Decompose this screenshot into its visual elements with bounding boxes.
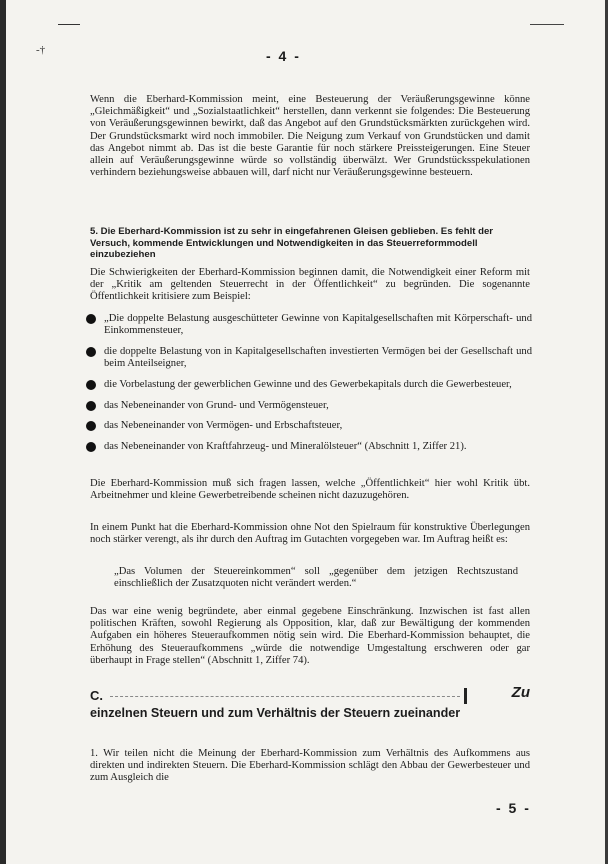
bullet-icon (86, 380, 96, 390)
paragraph-spielraum: In einem Punkt hat die Eberhard-Kommission ohne Not den Spielraum für konstruktive Überlegungen noch stärker verengt, als ihr durch den Auftrag im Gutachten vorgegeben war. Im Auftrag heißt es: (90, 522, 530, 546)
paragraph-direkte-indirekte-steuern: 1. Wir teilen nicht die Meinung der Eberhard-Kommission zum Verhältnis des Aufkommens aus direkten und indirekten Steuern. Die Eberhard-Kommission schlägt den Abbau der Gewerbesteuer und zum Ausgleich die (90, 748, 530, 784)
section-letter: C. (90, 688, 103, 703)
section-heading-5: 5. Die Eberhard-Kommission ist zu sehr in eingefahrenen Gleisen geblieben. Es fehlt der Versuch, kommende Entwicklungen und Notwendigkeiten in das Steuerreformmodell einzubeziehen (90, 226, 494, 261)
list-item (86, 313, 532, 337)
bullet-icon (86, 347, 96, 357)
paragraph-schwierigkeiten: Die Schwierigkeiten der Eberhard-Kommission beginnen damit, die Notwendigkeit einer Reform mit der „Kritik am geltenden Steuerrecht in der Öffentlichkeit“ zu begründen. Die sogenannte Öffentlichkeit kritisiere zum Beispiel: (90, 267, 530, 303)
section-divider (110, 696, 460, 697)
list-item (86, 441, 532, 453)
list-item (86, 346, 532, 370)
bullet-icon (86, 401, 96, 411)
page-number-header: - 4 - (266, 48, 301, 64)
list-item-text: „Die doppelte Belastung ausgeschütteter Gewinne von Kapitalgesellschaften mit Körperschaft- und Einkommensteuer, (104, 313, 532, 337)
criticism-list (86, 313, 532, 462)
paragraph-einschraenkung: Das war eine wenig begründete, aber einmal gegebene Einschränkung. Inzwischen ist fast allen politischen Kräften, sowohl Regierung als Opposition, klar, daß zur Bewältigung der kommenden Aufgaben ein höheres Steueraufkommen nötig sein wird. Die Eberhard-Kommission behauptet, die Erhöhung des Steueraufkommens „würde die notwendige Umgestaltung erschweren oder gar überhaupt in Frage stellen“ (Abschnitt 1, Ziffer 74). (90, 606, 530, 666)
section-title: einzelnen Steuern und zum Verhältnis der Steuern zueinander (90, 706, 461, 720)
list-item-text: das Nebeneinander von Vermögen- und Erbschaftsteuer, (104, 420, 343, 432)
section-c-heading (90, 684, 530, 740)
list-item (86, 379, 532, 391)
list-item-text: die Vorbelastung der gewerblichen Gewinne und des Gewerbekapitals durch die Gewerbesteuer, (104, 378, 512, 390)
bullet-icon (86, 421, 96, 431)
page-number-footer: - 5 - (496, 800, 531, 816)
list-item (86, 400, 532, 412)
quote-auftrag: „Das Volumen der Steuereinkommen“ soll „gegenüber dem jetzigen Rechtszustand einschließlich der Zusatzquoten nicht verändert werden.“ (114, 566, 518, 590)
list-item-text: das Nebeneinander von Grund- und Vermögensteuer, (104, 399, 329, 411)
paragraph-oeffentlichkeit: Die Eberhard-Kommission muß sich fragen lassen, welche „Öffentlichkeit“ hier wohl Kritik übt. Arbeitnehmer und kleine Gewerbetreibende scheinen nicht dazuzugehören. (90, 478, 530, 502)
section-marker-bar (464, 688, 467, 704)
bullet-icon (86, 314, 96, 324)
top-rule-left (58, 24, 80, 25)
bullet-icon (86, 442, 96, 452)
scan-speck: -† (36, 44, 46, 56)
section-title-prefix: Zu (511, 684, 530, 701)
paragraph-veraeusserungsgewinne: Wenn die Eberhard-Kommission meint, eine Besteuerung der Veräußerungsgewinne könne „Gleichmäßigkeit“ und „Sozialstaatlichkeit“ herstellen, dann verkennt sie folgendes: Die Besteuerung von Veräußerungsgewinnen bewirkt, daß das Angebot auf den Grundstücksmärkten zurückgehen wird. Der Grundstücksmarkt wird noch immobiler. Die Neigung zum Verkauf von Grundstücken und damit das Angebot nimmt ab. Das ist die beste Garantie für noch stärkere Preissteigerungen. Eine Steuer allein auf Veräußerungsgewinne würde so vollständig überwälzt. Wer Grundstücksspekulationen verhindern beziehungsweise abbauen will, darf nicht nur Veräußerungsgewinne besteuern. (90, 94, 530, 179)
scan-edge-left (0, 0, 6, 864)
list-item-text: das Nebeneinander von Kraftfahrzeug- und Mineralölsteuer“ (Abschnitt 1, Ziffer 21). (104, 440, 467, 452)
top-rule-right (530, 24, 564, 25)
list-item (86, 420, 532, 432)
list-item-text: die doppelte Belastung von in Kapitalgesellschaften investierten Vermögen bei der Gesellschaft und beim Anteilseigner, (104, 345, 532, 370)
